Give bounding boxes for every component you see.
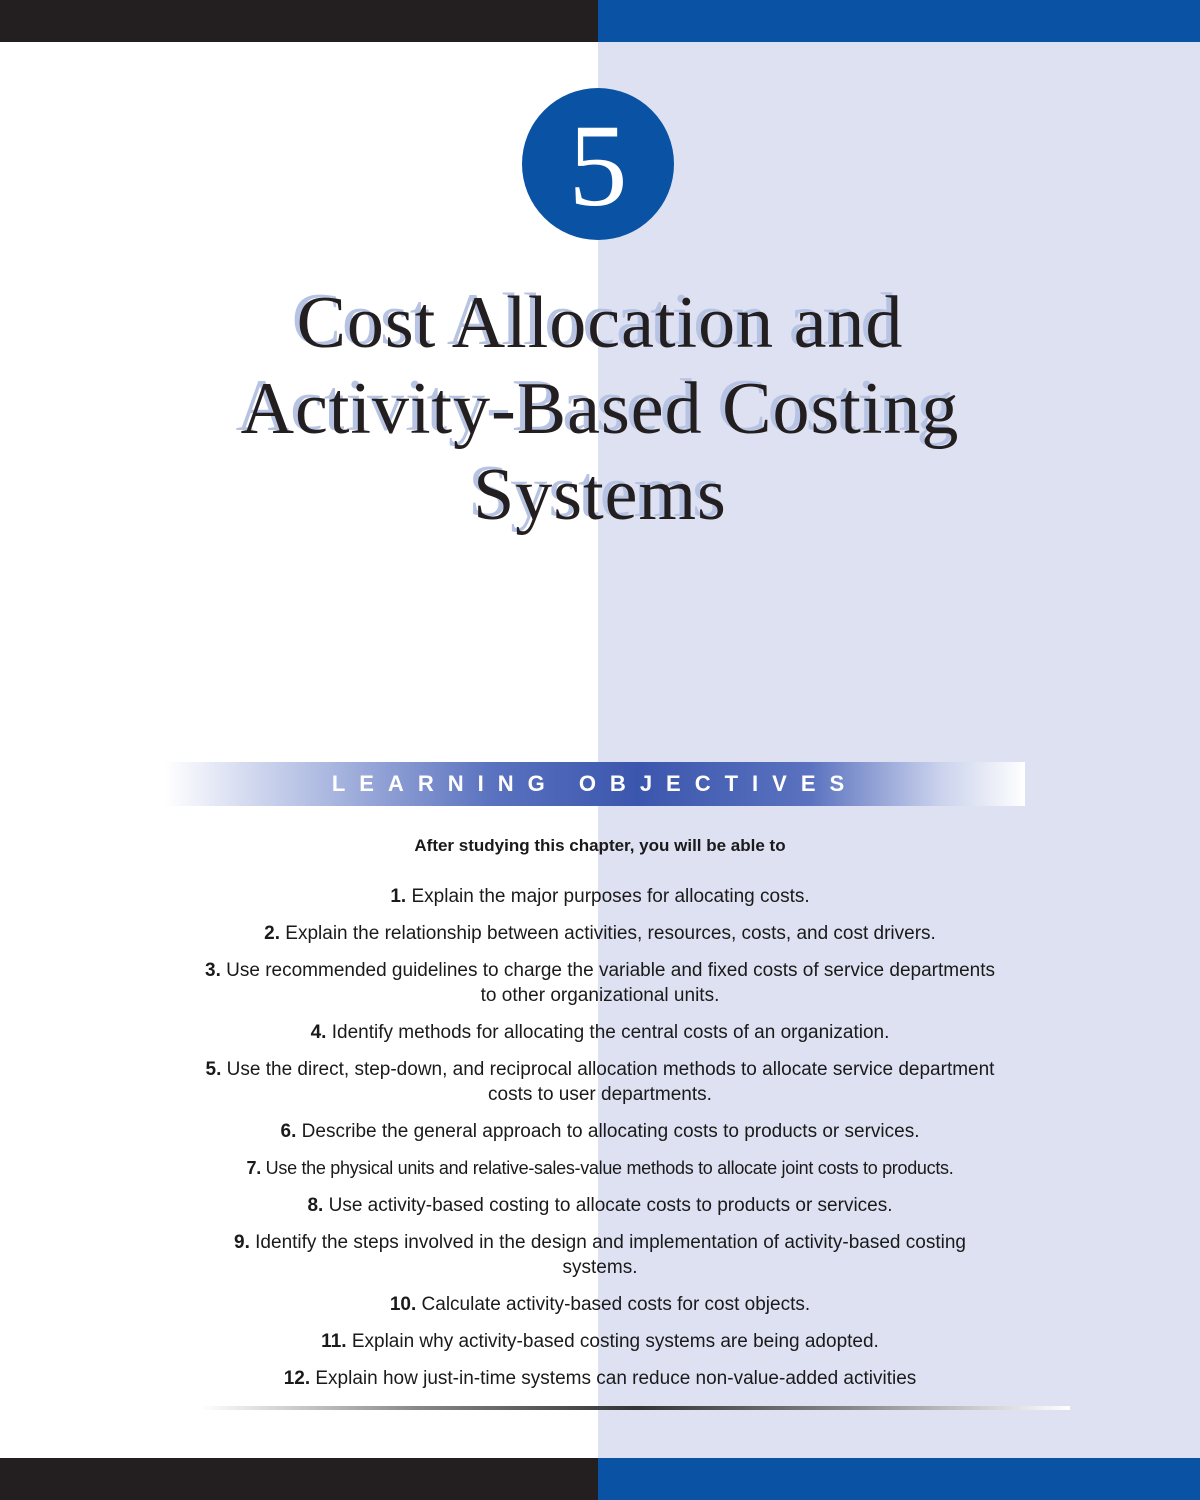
objective-item	[180, 1329, 1020, 1354]
objective-number: 11.	[321, 1331, 347, 1352]
objective-item	[180, 1292, 1020, 1317]
objective-text: Explain the relationship between activities, resources, costs, and cost drivers.	[280, 923, 936, 944]
objective-text: Use the physical units and relative-sales-value methods to allocate joint costs to products.	[260, 1158, 954, 1178]
objectives-intro: After studying this chapter, you will be able to	[414, 836, 786, 855]
objective-item	[180, 1156, 1020, 1181]
chapter-title-line-3: Systems	[473, 454, 727, 536]
chapter-title	[150, 280, 1050, 538]
objective-item	[180, 1366, 1020, 1391]
objective-text: Describe the general approach to allocating costs to products or services.	[296, 1121, 920, 1142]
objective-text: Use the direct, step-down, and reciprocal allocation methods to allocate service department costs to user departments.	[221, 1059, 995, 1105]
objectives-list	[180, 884, 1020, 1403]
objective-text: Identify methods for allocating the central costs of an organization.	[326, 1022, 890, 1043]
objective-item	[180, 1230, 1020, 1280]
objective-number: 1.	[390, 886, 407, 907]
objective-text: Use activity-based costing to allocate costs to products or services.	[323, 1195, 893, 1216]
objective-item	[180, 1119, 1020, 1144]
bottom-bar-blue	[598, 1458, 1200, 1500]
objective-number: 7.	[246, 1158, 261, 1178]
objective-number: 2.	[264, 923, 281, 944]
objective-item	[180, 1057, 1020, 1107]
objective-text: Use recommended guidelines to charge the variable and fixed costs of service departments to other organizational units.	[220, 960, 995, 1006]
objective-number: 4.	[310, 1022, 327, 1043]
objective-text: Identify the steps involved in the design and implementation of activity-based costing systems.	[249, 1232, 966, 1278]
top-bar-dark	[0, 0, 598, 42]
objective-item	[180, 958, 1020, 1008]
chapter-title-line-1: Cost Allocation and	[296, 282, 904, 364]
objective-number: 5.	[205, 1059, 222, 1080]
objective-number: 3.	[205, 960, 221, 981]
objective-item	[180, 1193, 1020, 1218]
objective-item	[180, 921, 1020, 946]
objective-number: 9.	[234, 1232, 250, 1253]
objective-number: 8.	[307, 1195, 324, 1216]
learning-objectives-banner	[165, 762, 1025, 806]
objective-item	[180, 884, 1020, 909]
objective-number: 10.	[389, 1294, 417, 1315]
top-bar-blue	[598, 0, 1200, 42]
chapter-number-badge	[522, 88, 674, 240]
objective-text: Explain the major purposes for allocating costs.	[406, 886, 810, 907]
bottom-divider	[200, 1406, 1070, 1410]
objective-text: Explain how just-in-time systems can reduce non-value-added activities	[310, 1368, 917, 1389]
objective-item	[180, 1020, 1020, 1045]
learning-objectives-heading: LEARNING OBJECTIVES	[331, 771, 859, 796]
objective-number: 6.	[280, 1121, 297, 1142]
chapter-number: 5	[568, 100, 628, 231]
chapter-title-line-2: Activity-Based Costing	[240, 368, 960, 450]
bottom-bar-dark	[0, 1458, 598, 1500]
objective-number: 12.	[283, 1368, 311, 1389]
objective-text: Calculate activity-based costs for cost objects.	[416, 1294, 811, 1315]
objective-text: Explain why activity-based costing systems are being adopted.	[346, 1331, 879, 1352]
